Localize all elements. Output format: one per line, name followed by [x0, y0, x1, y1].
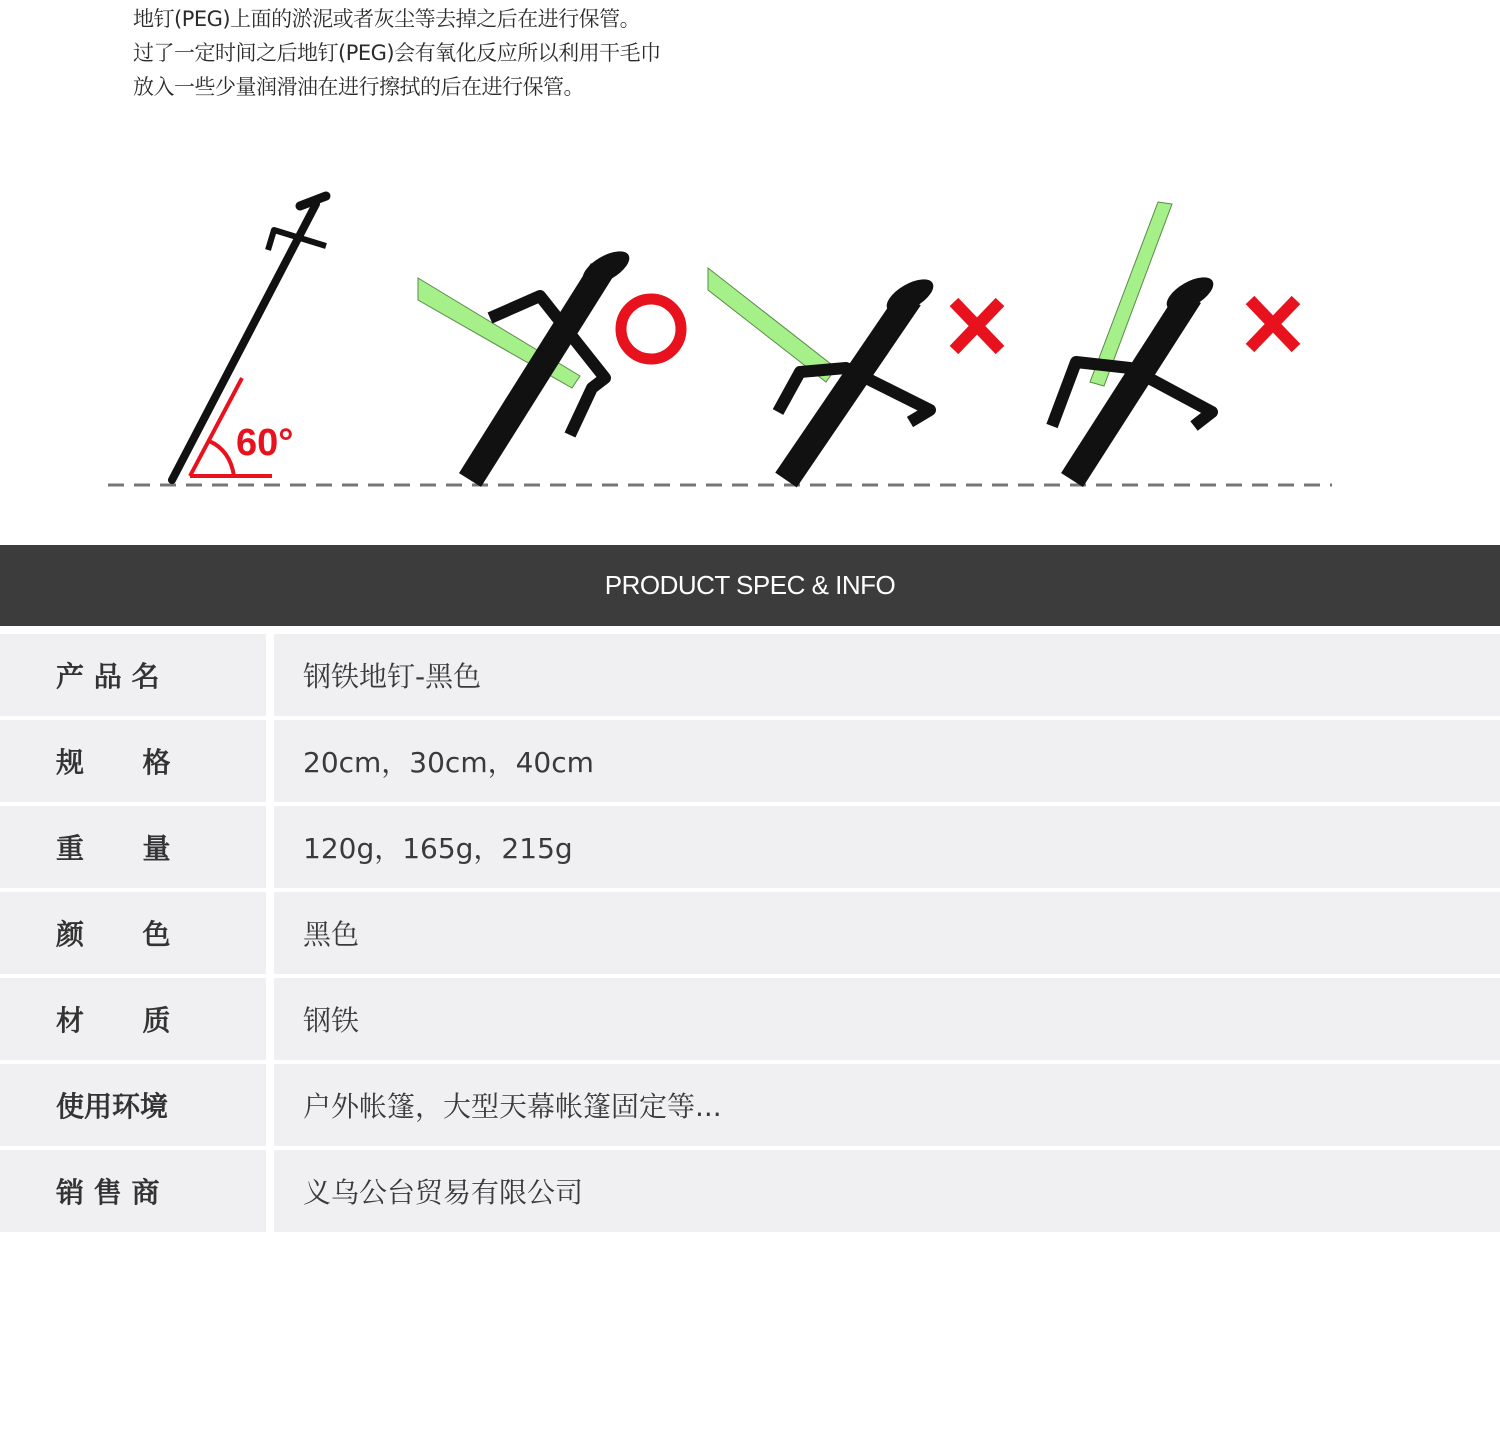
spec-value: 钢铁 — [303, 1004, 360, 1037]
spec-label: 销 售 商 — [56, 1176, 160, 1209]
spec-row-product-name — [0, 634, 1500, 720]
spec-title: PRODUCT SPEC & INFO — [604, 570, 896, 600]
spec-value-cell — [274, 806, 1500, 888]
wrong-peg-2 — [1052, 202, 1296, 480]
peg-usage-diagram — [0, 150, 1500, 510]
spec-label-cell — [0, 634, 266, 716]
spec-value: 20cm，30cm，40cm — [303, 746, 594, 779]
spec-value: 义乌公台贸易有限公司 — [303, 1176, 584, 1209]
care-instructions — [133, 2, 833, 104]
care-line-3: 放入一些少量润滑油在进行擦拭的后在进行保管。 — [133, 75, 584, 99]
spec-value: 钢铁地钉-黑色 — [303, 660, 482, 693]
spec-label: 使用环境 — [56, 1090, 169, 1123]
spec-value: 120g，165g，215g — [303, 832, 573, 865]
correct-peg — [418, 245, 681, 480]
spec-value-cell — [274, 634, 1500, 716]
correct-circle-icon — [621, 299, 681, 359]
spec-label-cell — [0, 978, 266, 1060]
spec-value: 户外帐篷，大型天幕帐篷固定等... — [303, 1090, 722, 1123]
spec-label: 颜 色 — [56, 918, 171, 951]
spec-label-cell — [0, 1064, 266, 1146]
spec-value-cell — [274, 978, 1500, 1060]
spec-value-cell — [274, 892, 1500, 974]
spec-value-cell — [274, 1064, 1500, 1146]
spec-label: 产 品 名 — [56, 660, 160, 693]
spec-label: 重 量 — [56, 832, 171, 865]
spec-label-cell — [0, 720, 266, 802]
care-line-2: 过了一定时间之后地钉(PEG)会有氧化反应所以利用干毛巾 — [133, 41, 661, 65]
spec-row-usage — [0, 1064, 1500, 1150]
spec-row-weight — [0, 806, 1500, 892]
spec-label: 材 质 — [56, 1004, 171, 1037]
care-line-1: 地钉(PEG)上面的淤泥或者灰尘等去掉之后在进行保管。 — [133, 7, 641, 31]
spec-value-cell — [274, 720, 1500, 802]
spec-value: 黑色 — [303, 918, 360, 951]
spec-header-bar — [0, 545, 1500, 626]
wrong-cross-icon — [954, 302, 1000, 350]
spec-row-material — [0, 978, 1500, 1064]
angle-label: 60° — [236, 422, 294, 464]
peg-usage-illustration — [0, 150, 1500, 510]
spec-label-cell — [0, 1150, 266, 1232]
spec-row-seller — [0, 1150, 1500, 1236]
wrong-peg-1 — [708, 268, 1000, 480]
spec-row-size — [0, 720, 1500, 806]
spec-table — [0, 634, 1500, 1236]
wrong-cross-icon — [1250, 300, 1296, 348]
spec-label-cell — [0, 806, 266, 888]
spec-label-cell — [0, 892, 266, 974]
spec-row-color — [0, 892, 1500, 978]
spec-label: 规 格 — [56, 746, 171, 779]
spec-value-cell — [274, 1150, 1500, 1232]
